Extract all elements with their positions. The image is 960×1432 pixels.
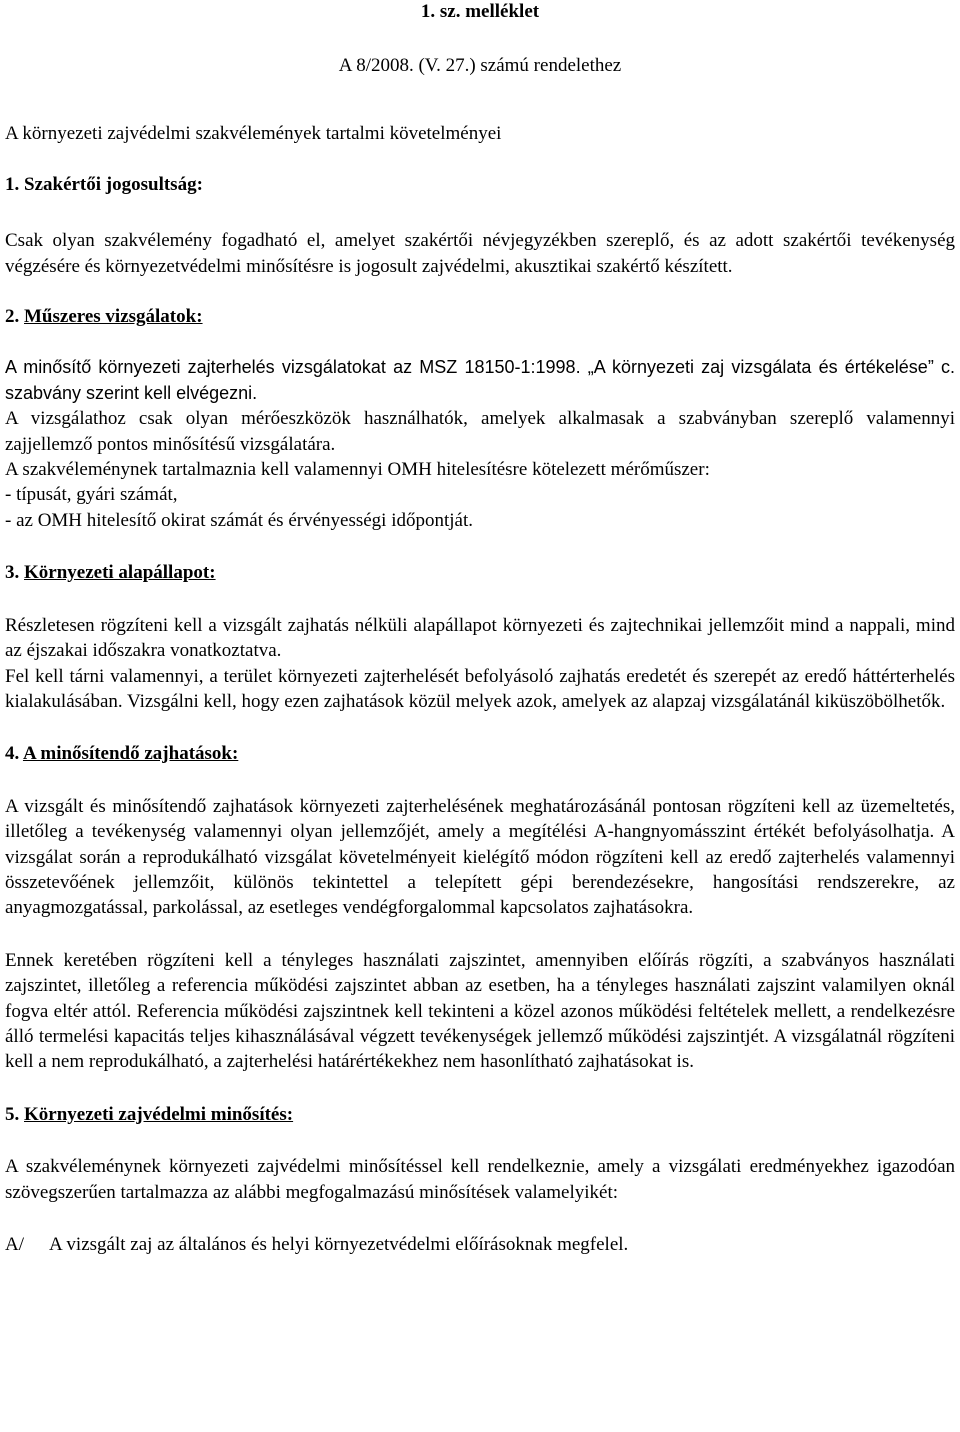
paragraph: A vizsgált és minősítendő zajhatások környezeti zajterhelésének meghatározásánál pontosan rögzíteni kell az üzemeltetés, illetőleg a tevékenység valamennyi olyan jellemzőjét, amely a megítélési A-hangnyomásszint értékét befolyásolhatja. A vizsgálat során a reprodukálható vizsgálat követelményeit kielégítő módon rögzíteni kell az eredő zajterhelés valamennyi összetevőének jellemzőit, különös tekintettel a telepített gépi berendezésekre, hangosítási rendszerekre, az anyagmozgatással, parkolással, az esetleges vendégforgalommal kapcsolatos zajhatásokra. (5, 795, 955, 919)
paragraph: Részletesen rögzíteni kell a vizsgált zajhatás nélküli alapállapot környezeti és zajtechnikai jellemzőit mind a nappali, mind az éjszakai időszakra vonatkoztatva. (5, 614, 955, 662)
section-title: Műszeres vizsgálatok: (24, 306, 203, 328)
section-number: 5. (5, 1103, 20, 1125)
paragraph: A szakvéleménynek tartalmaznia kell valamennyi OMH hitelesítésre kötelezett mérőműszer: (5, 459, 710, 481)
section-title: A minősítendő zajhatások: (22, 743, 239, 765)
paragraph: A minősítő környezeti zajterhelés vizsgálatokat az MSZ 18150-1:1998. „A környezeti zaj vizsgálata és értékelése” c. szabvány szerint kell elvégezni. (5, 357, 955, 403)
section-number: 3. (5, 562, 20, 584)
section-3-heading (5, 560, 955, 585)
section-title: Környezeti alapállapot: (24, 562, 216, 584)
option-letter: A/ (5, 1234, 24, 1255)
section-title: Környezeti zajvédelmi minősítés: (24, 1103, 294, 1125)
document-title: A környezeti zajvédelmi szakvélemények tartalmi követelményei (5, 123, 502, 145)
section-4-heading (5, 741, 955, 766)
paragraph: A szakvéleménynek környezeti zajvédelmi minősítéssel kell rendelkeznie, amely a vizsgálati eredményekhez igazodóan szövegszerűen tartalmazza az alábbi megfogalmazású minősítések valamelyikét: (5, 1156, 955, 1203)
list-item: - az OMH hitelesítő okirat számát és érvényességi időpontját. (5, 509, 474, 531)
document-page (5, 0, 955, 1257)
section-number: 1. (5, 173, 20, 195)
annex-title: 1. sz. melléklet (420, 1, 540, 22)
paragraph: Ennek keretében rögzíteni kell a tényleges használati zajszintet, amennyiben előírás rögzíti, a szabványos használati zajszintet, illetőleg a referencia működési zajszintet abban az esetben, ha a tényleges használati zajszint valamilyen oknál fogva eltér attól. Referencia működési zajszintnek kell tekinteni a közel azonos működési feltételek mellett, a rendelkezésre álló termelési kapacitás teljes kihasználásával végzett tevékenységek jellemző működési zajszintjét. A vizsgálatnál rögzíteni kell a nem reprodukálható, a zajterhelési határértékekhez nem hasonlítható zajhatásokat is. (5, 949, 955, 1073)
decree-reference: A 8/2008. (V. 27.) számú rendelethez (338, 55, 622, 76)
option-text: A vizsgált zaj az általános és helyi környezetvédelmi előírásoknak megfelel. (49, 1234, 629, 1255)
section-5-heading (5, 1102, 955, 1127)
section-2-heading (5, 304, 955, 329)
section-number: 2. (5, 306, 20, 328)
list-item: - típusát, gyári számát, (5, 484, 178, 506)
qualification-option (5, 1232, 955, 1257)
paragraph: A vizsgálathoz csak olyan mérőeszközök használhatók, amelyek alkalmasak a szabványban szereplő valamennyi zajjellemző pontos minősítésű vizsgálatára. (5, 408, 955, 455)
section-number: 4. (5, 743, 20, 765)
paragraph: Csak olyan szakvélemény fogadható el, amelyet szakértői névjegyzékben szereplő, és az adott szakértői tevékenység végzésére és környezetvédelmi minősítésre is jogosult zajvédelmi, akusztikai szakértő készített. (5, 230, 955, 277)
section-title: Szakértői jogosultság: (24, 173, 203, 195)
section-1-heading (5, 172, 955, 197)
paragraph: Fel kell tárni valamennyi, a terület környezeti zajterhelését befolyásoló zajhatás eredetét és szerepét az eredő háttérterhelés kialakulásában. Vizsgálni kell, hogy ezen zajhatások közül melyek azok, amelyek az alapzaj vizsgálatánál kiküszöbölhetők. (5, 665, 955, 712)
